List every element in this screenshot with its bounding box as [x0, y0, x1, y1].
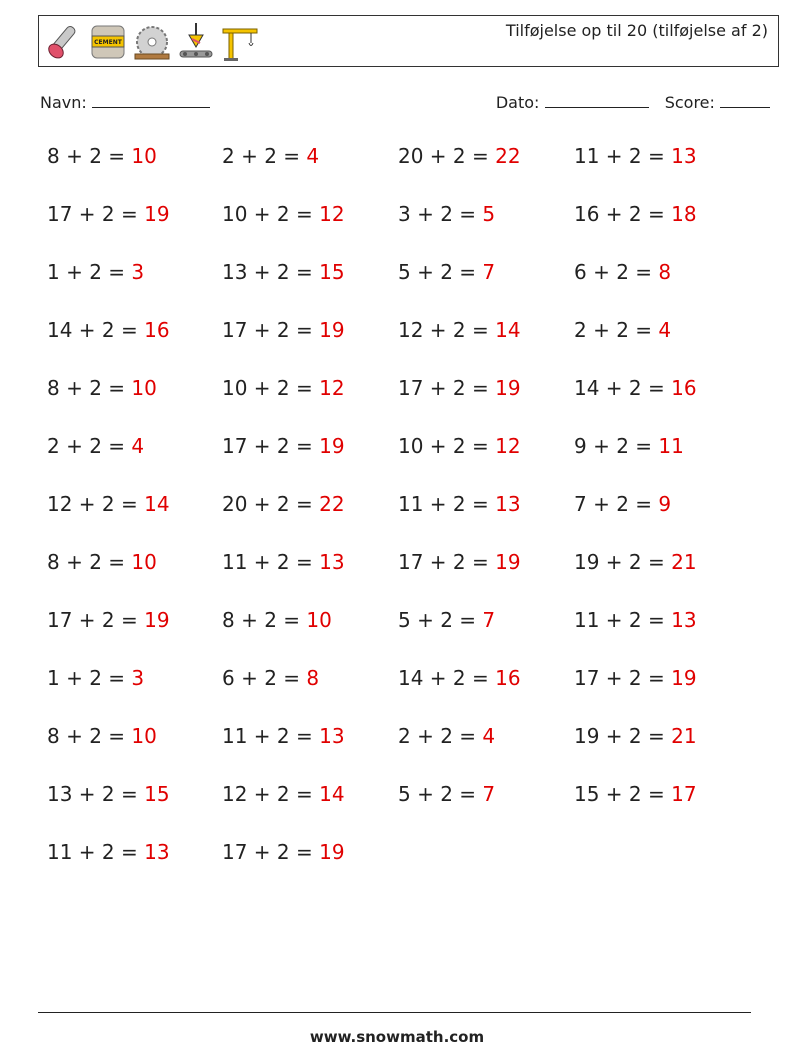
- problem-item: [47, 260, 144, 284]
- problem-answer: 16: [671, 376, 697, 400]
- problem-answer: 13: [495, 492, 521, 516]
- problem-item: [398, 376, 521, 400]
- problem-answer: 10: [131, 144, 157, 168]
- score-label: Score:: [664, 93, 715, 112]
- header-icons: [45, 20, 259, 64]
- problem-answer: 7: [482, 260, 496, 284]
- problem-question: 15 + 2 =: [574, 782, 672, 806]
- problem-item: [47, 144, 157, 168]
- problem-question: 8 + 2 =: [47, 144, 132, 168]
- problem-question: 17 + 2 =: [47, 202, 145, 226]
- problem-answer: 18: [671, 202, 697, 226]
- problem-item: [222, 260, 345, 284]
- problem-item: [47, 376, 157, 400]
- problem-question: 14 + 2 =: [398, 666, 496, 690]
- problem-question: 14 + 2 =: [47, 318, 145, 342]
- problem-item: [574, 318, 671, 342]
- problem-item: [574, 492, 671, 516]
- problem-question: 17 + 2 =: [398, 550, 496, 574]
- problem-answer: 19: [144, 202, 170, 226]
- problem-answer: 14: [144, 492, 170, 516]
- problem-question: 14 + 2 =: [574, 376, 672, 400]
- problem-item: [574, 724, 697, 748]
- problem-answer: 4: [658, 318, 672, 342]
- problem-question: 9 + 2 =: [574, 434, 659, 458]
- problem-answer: 3: [131, 260, 145, 284]
- problem-item: [398, 202, 495, 226]
- problem-item: [574, 608, 697, 632]
- name-field[interactable]: [40, 93, 210, 112]
- problem-question: 10 + 2 =: [222, 376, 320, 400]
- problem-item: [574, 434, 684, 458]
- chainsaw-icon: [45, 21, 83, 63]
- problem-answer: 11: [658, 434, 684, 458]
- problem-answer: 13: [319, 550, 345, 574]
- problem-answer: 12: [319, 376, 345, 400]
- problem-question: 10 + 2 =: [222, 202, 320, 226]
- problem-answer: 14: [319, 782, 345, 806]
- problem-answer: 22: [495, 144, 521, 168]
- problem-question: 5 + 2 =: [398, 608, 483, 632]
- problem-item: [222, 666, 319, 690]
- problem-answer: 16: [144, 318, 170, 342]
- problem-answer: 10: [131, 376, 157, 400]
- problem-answer: 13: [144, 840, 170, 864]
- problem-question: 11 + 2 =: [222, 724, 320, 748]
- problem-answer: 13: [671, 608, 697, 632]
- name-label: Navn:: [40, 93, 87, 112]
- problem-question: 2 + 2 =: [47, 434, 132, 458]
- problem-item: [398, 608, 495, 632]
- problem-answer: 14: [495, 318, 521, 342]
- worksheet-title: Tilføjelse op til 20 (tilføjelse af 2): [505, 21, 768, 40]
- problem-question: 1 + 2 =: [47, 666, 132, 690]
- problem-item: [574, 782, 697, 806]
- problem-answer: 10: [131, 724, 157, 748]
- problem-item: [222, 434, 345, 458]
- problem-question: 11 + 2 =: [398, 492, 496, 516]
- problem-question: 5 + 2 =: [398, 260, 483, 284]
- problem-question: 12 + 2 =: [398, 318, 496, 342]
- problem-question: 10 + 2 =: [398, 434, 496, 458]
- problem-question: 20 + 2 =: [398, 144, 496, 168]
- problem-item: [574, 666, 697, 690]
- problem-answer: 7: [482, 782, 496, 806]
- problem-answer: 15: [319, 260, 345, 284]
- problem-answer: 4: [482, 724, 496, 748]
- problem-question: 17 + 2 =: [574, 666, 672, 690]
- problem-question: 13 + 2 =: [47, 782, 145, 806]
- problem-item: [574, 376, 697, 400]
- problem-item: [398, 260, 495, 284]
- problem-answer: 4: [306, 144, 320, 168]
- problem-item: [398, 492, 521, 516]
- problem-question: 2 + 2 =: [222, 144, 307, 168]
- crane-hook-icon: [177, 21, 215, 63]
- problem-answer: 17: [671, 782, 697, 806]
- problem-answer: 10: [306, 608, 332, 632]
- problem-question: 2 + 2 =: [574, 318, 659, 342]
- problem-question: 11 + 2 =: [222, 550, 320, 574]
- problem-item: [398, 782, 495, 806]
- problem-item: [222, 144, 319, 168]
- problem-question: 17 + 2 =: [222, 840, 320, 864]
- problem-item: [222, 724, 345, 748]
- problem-item: [574, 202, 697, 226]
- problem-item: [398, 318, 521, 342]
- problem-answer: 10: [131, 550, 157, 574]
- problem-answer: 21: [671, 724, 697, 748]
- footer-divider: [38, 1012, 751, 1013]
- problem-item: [574, 144, 697, 168]
- problem-answer: 19: [495, 376, 521, 400]
- worksheet-header: [38, 15, 779, 67]
- problem-answer: 8: [306, 666, 320, 690]
- problem-item: [222, 202, 345, 226]
- problem-answer: 5: [482, 202, 496, 226]
- problem-answer: 19: [319, 840, 345, 864]
- problem-item: [47, 550, 157, 574]
- problem-answer: 16: [495, 666, 521, 690]
- problem-answer: 19: [671, 666, 697, 690]
- problem-answer: 13: [319, 724, 345, 748]
- problem-question: 5 + 2 =: [398, 782, 483, 806]
- problem-item: [222, 840, 345, 864]
- problem-answer: 8: [658, 260, 672, 284]
- problem-answer: 22: [319, 492, 345, 516]
- problem-answer: 12: [495, 434, 521, 458]
- problem-question: 8 + 2 =: [47, 376, 132, 400]
- problem-item: [398, 666, 521, 690]
- problem-question: 17 + 2 =: [47, 608, 145, 632]
- problem-question: 8 + 2 =: [222, 608, 307, 632]
- problem-answer: 19: [319, 434, 345, 458]
- footer-url: www.snowmath.com: [309, 1028, 485, 1046]
- date-score-fields: [496, 93, 770, 112]
- svg-text:CEMENT: CEMENT: [94, 39, 122, 46]
- problem-question: 17 + 2 =: [222, 318, 320, 342]
- problem-item: [222, 550, 345, 574]
- problem-question: 6 + 2 =: [222, 666, 307, 690]
- problem-answer: 12: [319, 202, 345, 226]
- problem-question: 19 + 2 =: [574, 724, 672, 748]
- problem-item: [47, 724, 157, 748]
- problem-question: 11 + 2 =: [574, 608, 672, 632]
- problem-question: 11 + 2 =: [574, 144, 672, 168]
- problem-question: 12 + 2 =: [222, 782, 320, 806]
- problem-question: 12 + 2 =: [47, 492, 145, 516]
- problem-item: [47, 318, 170, 342]
- problem-item: [47, 608, 170, 632]
- date-label: Dato:: [495, 93, 540, 112]
- problem-question: 17 + 2 =: [398, 376, 496, 400]
- problem-item: [222, 608, 332, 632]
- problem-question: 20 + 2 =: [222, 492, 320, 516]
- problem-question: 2 + 2 =: [398, 724, 483, 748]
- problem-item: [222, 782, 345, 806]
- problem-question: 8 + 2 =: [47, 550, 132, 574]
- problem-item: [47, 782, 170, 806]
- problem-answer: 19: [319, 318, 345, 342]
- problem-item: [398, 724, 495, 748]
- problem-item: [47, 492, 170, 516]
- problem-question: 16 + 2 =: [574, 202, 672, 226]
- cement-bag-icon: [89, 21, 127, 63]
- problem-answer: 15: [144, 782, 170, 806]
- saw-blade-icon: [133, 21, 171, 63]
- problem-item: [47, 434, 144, 458]
- score-line[interactable]: [720, 93, 770, 108]
- problem-question: 8 + 2 =: [47, 724, 132, 748]
- problem-item: [222, 376, 345, 400]
- date-line[interactable]: [545, 93, 649, 108]
- problem-item: [398, 434, 521, 458]
- tower-crane-icon: [221, 21, 259, 63]
- problem-item: [222, 492, 345, 516]
- problem-item: [398, 144, 521, 168]
- problem-question: 6 + 2 =: [574, 260, 659, 284]
- problem-item: [47, 666, 144, 690]
- problem-answer: 9: [658, 492, 672, 516]
- problem-question: 1 + 2 =: [47, 260, 132, 284]
- problem-answer: 19: [144, 608, 170, 632]
- problem-item: [47, 202, 170, 226]
- problem-question: 11 + 2 =: [47, 840, 145, 864]
- problem-item: [398, 550, 521, 574]
- problem-question: 19 + 2 =: [574, 550, 672, 574]
- problem-item: [47, 840, 170, 864]
- problem-question: 7 + 2 =: [574, 492, 659, 516]
- problem-question: 17 + 2 =: [222, 434, 320, 458]
- problem-answer: 3: [131, 666, 145, 690]
- problem-answer: 13: [671, 144, 697, 168]
- problem-answer: 4: [131, 434, 145, 458]
- problem-item: [222, 318, 345, 342]
- problem-answer: 7: [482, 608, 496, 632]
- problem-question: 13 + 2 =: [222, 260, 320, 284]
- problem-question: 3 + 2 =: [398, 202, 483, 226]
- problem-answer: 21: [671, 550, 697, 574]
- problem-item: [574, 260, 671, 284]
- name-line[interactable]: [92, 93, 210, 108]
- problem-answer: 19: [495, 550, 521, 574]
- problem-item: [574, 550, 697, 574]
